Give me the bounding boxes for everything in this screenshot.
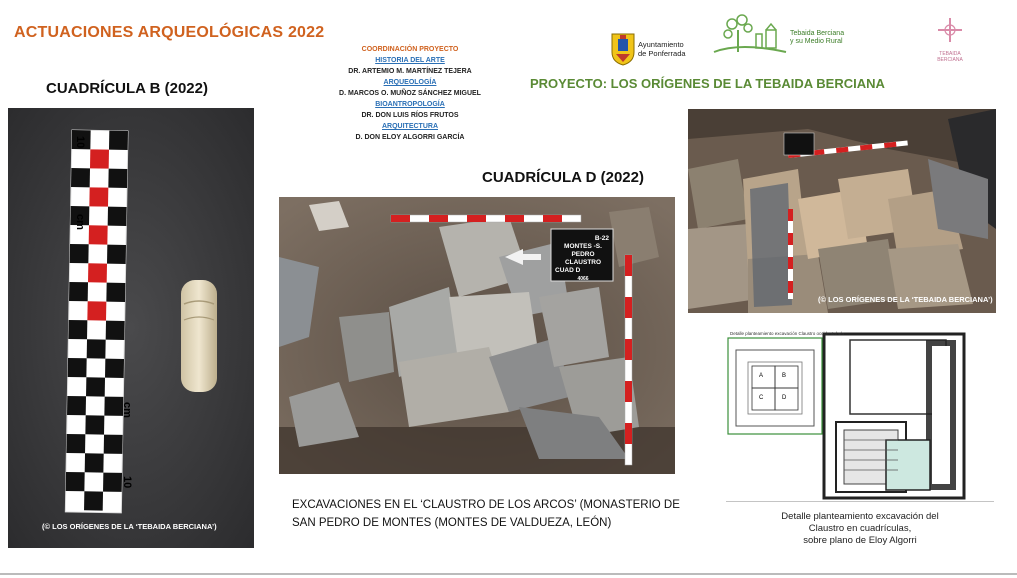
- plan-drawing: [726, 330, 994, 502]
- credits-block: [325, 44, 495, 143]
- bottom-divider: [0, 573, 1017, 575]
- sign-line4: CUAD D: [555, 267, 581, 274]
- plan-grid-c: C: [759, 395, 764, 401]
- plan-caption-line2: Claustro en cuadrículas,: [808, 523, 912, 534]
- credits-arquitectura-label: ARQUITECTURA: [382, 123, 438, 130]
- sign-line5: 4066: [577, 276, 589, 282]
- sign-line1: B-22: [594, 235, 609, 242]
- proyecto-title: PROYECTO: LOS ORÍGENES DE LA TEBAIDA BERCIANA: [530, 76, 885, 91]
- plan-grid-d: D: [782, 395, 787, 401]
- credits-arqueologia-label: ARQUEOLOGÍA: [383, 79, 437, 86]
- tebaida-line1: Tebaida Berciana: [790, 30, 845, 37]
- excavaciones-caption: [292, 496, 712, 532]
- ponferrada-shield-icon: [610, 32, 636, 66]
- sign-line3: CLAUSTRO: [564, 259, 602, 266]
- page-title: ACTUACIONES ARQUEOLÓGICAS 2022: [14, 24, 325, 41]
- tebaida-logo: [710, 12, 850, 58]
- plan-caption: [726, 511, 994, 547]
- cuadricula-b-heading: CUADRÍCULA B (2022): [46, 80, 208, 97]
- photo-right-caption: (© LOS ORÍGENES DE LA ‘TEBAIDA BERCIANA’): [818, 295, 993, 304]
- scale-cm2-label: cm: [121, 402, 133, 418]
- scale-bar-horizontal: [391, 215, 581, 222]
- excavaciones-line1: EXCAVACIONES EN EL ‘CLAUSTRO DE LOS ARCOS’ (MONASTERIO DE: [292, 499, 680, 511]
- plan-inset-title: Detalle planteamiento excavación Claustro occidental s/n: [730, 331, 845, 336]
- plan-caption-line3: sobre plano de Eloy Algorri: [803, 535, 917, 546]
- tebaida-line2: y su Medio Rural: [790, 38, 843, 45]
- photo-right-top: [688, 109, 996, 313]
- ayuntamiento-logo-text: [638, 40, 686, 58]
- tree-icon: [710, 12, 790, 58]
- scale-cm1-label: cm: [74, 214, 86, 230]
- credits-arqueologia-name: D. MARCOS O. MUÑOZ SÁNCHEZ MIGUEL: [339, 90, 481, 97]
- excavaciones-line2: SAN PEDRO DE MONTES (MONTES DE VALDUEZA, LEÓN): [292, 517, 612, 529]
- credits-historia-label: HISTORIA DEL ARTE: [375, 57, 445, 64]
- plan-caption-line1: Detalle planteamiento excavación del: [781, 511, 939, 522]
- tebaida-small-text: TEBAIDA BERCIANA: [937, 51, 963, 63]
- credits-historia-name: DR. ARTEMIO M. MARTÍNEZ TEJERA: [348, 68, 472, 75]
- plan-grid-a: A: [759, 373, 764, 379]
- ayuntamiento-line2: de Ponferrada: [638, 49, 686, 58]
- credits-arquitectura-name: D. DON ELOY ALGORRI GARCÍA: [355, 134, 465, 141]
- tebaida-small-logo: [930, 16, 970, 63]
- photo-b-caption: (© LOS ORÍGENES DE LA ‘TEBAIDA BERCIANA’): [42, 522, 217, 531]
- credits-coordinacion: COORDINACIÓN PROYECTO: [361, 46, 459, 53]
- plan-grid-b: B: [782, 373, 787, 379]
- credits-bioantropologia-name: DR. DON LUIS RÍOS FRUTOS: [361, 112, 459, 119]
- photo-cuadricula-b: [8, 108, 254, 548]
- sign-text: [553, 235, 613, 283]
- scale-bar-vertical: [625, 255, 632, 465]
- cuadricula-d-heading: CUADRÍCULA D (2022): [482, 169, 644, 186]
- sign-line2: MONTES -S. PEDRO: [564, 243, 602, 258]
- cross-icon: [936, 16, 964, 44]
- scale-bottom-label: 10: [121, 476, 133, 489]
- ayuntamiento-line1: Ayuntamiento: [638, 40, 684, 49]
- excavation-sign-small: [784, 133, 814, 155]
- photo-cuadricula-d: [279, 197, 675, 474]
- credits-bioantropologia-label: BIOANTROPOLOGÍA: [375, 101, 445, 108]
- bone-artifact: [181, 280, 217, 392]
- scale-top-label: 10: [74, 136, 86, 149]
